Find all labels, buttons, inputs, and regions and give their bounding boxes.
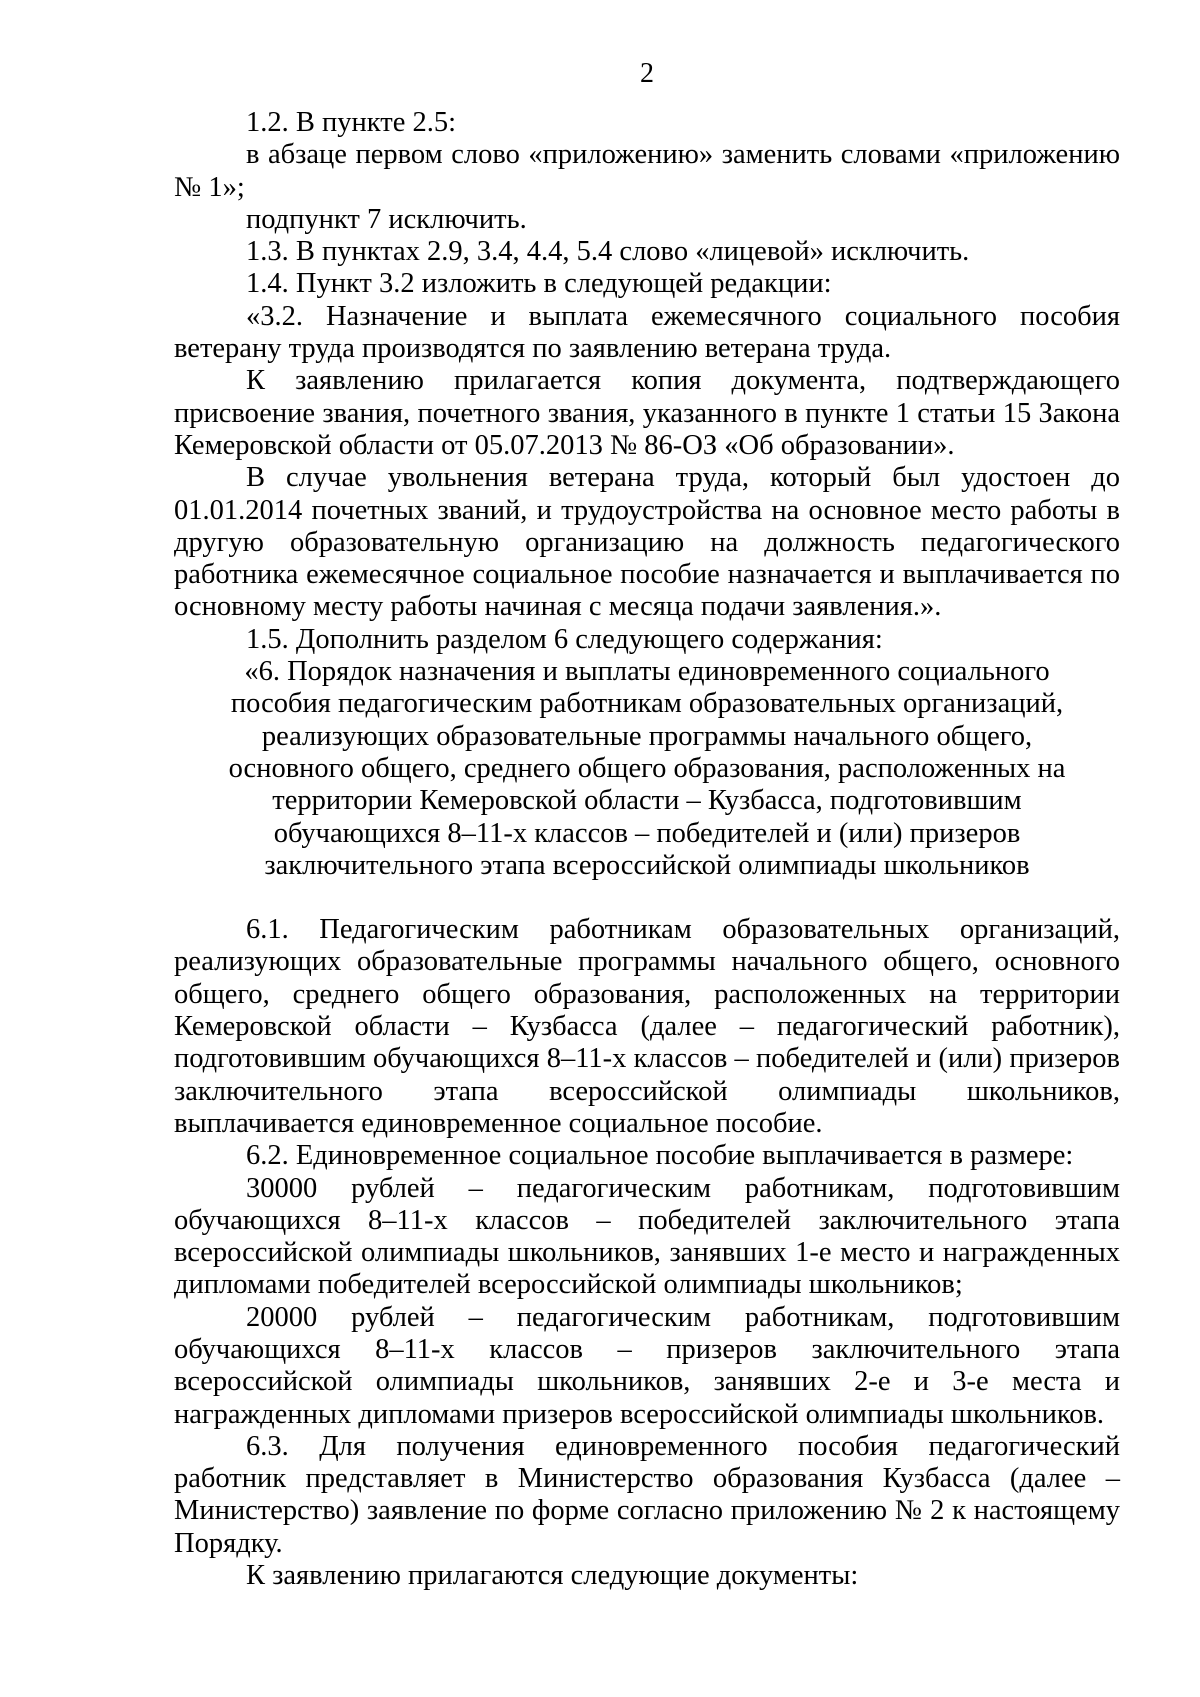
paragraph: подпункт 7 исключить. bbox=[246, 203, 527, 235]
paragraph: в абзаце первом слово «приложению» заменить словами «приложению № 1»; bbox=[174, 139, 1120, 203]
paragraph: 1.4. Пункт 3.2 изложить в следующей редакции: bbox=[246, 268, 832, 300]
section-heading: «6. Порядок назначения и выплаты единовременного социального пособия педагогическим работникам образовательных организаций, реализующих образовательные программы начального общего, основного общего, среднего общего образования, расположенных на территории Кемеровской области – Кузбасса, подготовившим обучающихся 8–11-х классов – победителей и (или) призеров заключительного этапа всероссийской олимпиады школьников bbox=[228, 656, 1066, 881]
paragraph: К заявлению прилагается копия документа, подтверждающего присвоение звания, почетного звания, указанного в пункте 1 статьи 15 Закона Кемеровской области от 05.07.2013 № 86-ОЗ «Об образовании». bbox=[174, 365, 1120, 461]
paragraph: В случае увольнения ветерана труда, который был удостоен до 01.01.2014 почетных званий, и трудоустройства на основное место работы в другую образовательную организацию на должность педагогического работника ежемесячное социальное пособие назначается и выплачивается по основному месту работы начиная с месяца подачи заявления.». bbox=[174, 462, 1120, 623]
paragraph: 1.5. Дополнить разделом 6 следующего содержания: bbox=[246, 623, 883, 655]
paragraph: 30000 рублей – педагогическим работникам, подготовившим обучающихся 8–11-х классов – победителей заключительного этапа всероссийской олимпиады школьников, занявших 1-е место и награжденных дипломами победителей всероссийской олимпиады школьников; bbox=[174, 1172, 1120, 1301]
paragraph: «3.2. Назначение и выплата ежемесячного социального пособия ветерану труда производятся по заявлению ветерана труда. bbox=[174, 300, 1120, 365]
spacer bbox=[174, 882, 1120, 914]
document-body bbox=[174, 107, 1120, 1592]
paragraph: 6.2. Единовременное социальное пособие выплачивается в размере: bbox=[246, 1140, 1074, 1172]
paragraph: К заявлению прилагаются следующие документы: bbox=[246, 1560, 859, 1592]
paragraph: 6.3. Для получения единовременного пособия педагогический работник представляет в Министерство образования Кузбасса (далее – Министерство) заявление по форме согласно приложению № 2 к настоящему Порядку. bbox=[174, 1430, 1120, 1559]
page-number: 2 bbox=[640, 58, 654, 89]
paragraph: 20000 рублей – педагогическим работникам, подготовившим обучающихся 8–11-х классов – призеров заключительного этапа всероссийской олимпиады школьников, занявших 2-е и 3-е места и награжденных дипломами призеров всероссийской олимпиады школьников. bbox=[174, 1301, 1120, 1430]
paragraph: 1.3. В пунктах 2.9, 3.4, 4.4, 5.4 слово «лицевой» исключить. bbox=[246, 236, 970, 268]
paragraph: 1.2. В пункте 2.5: bbox=[246, 107, 457, 138]
paragraph: 6.1. Педагогическим работникам образовательных организаций, реализующих образовательные программы начального общего, основного общего, среднего общего образования, расположенных на территории Кемеровской области – Кузбасса (далее – педагогический работник), подготовившим обучающихся 8–11-х классов – победителей и (или) призеров заключительного этапа всероссийской олимпиады школьников, выплачивается единовременное социальное пособие. bbox=[174, 914, 1120, 1139]
